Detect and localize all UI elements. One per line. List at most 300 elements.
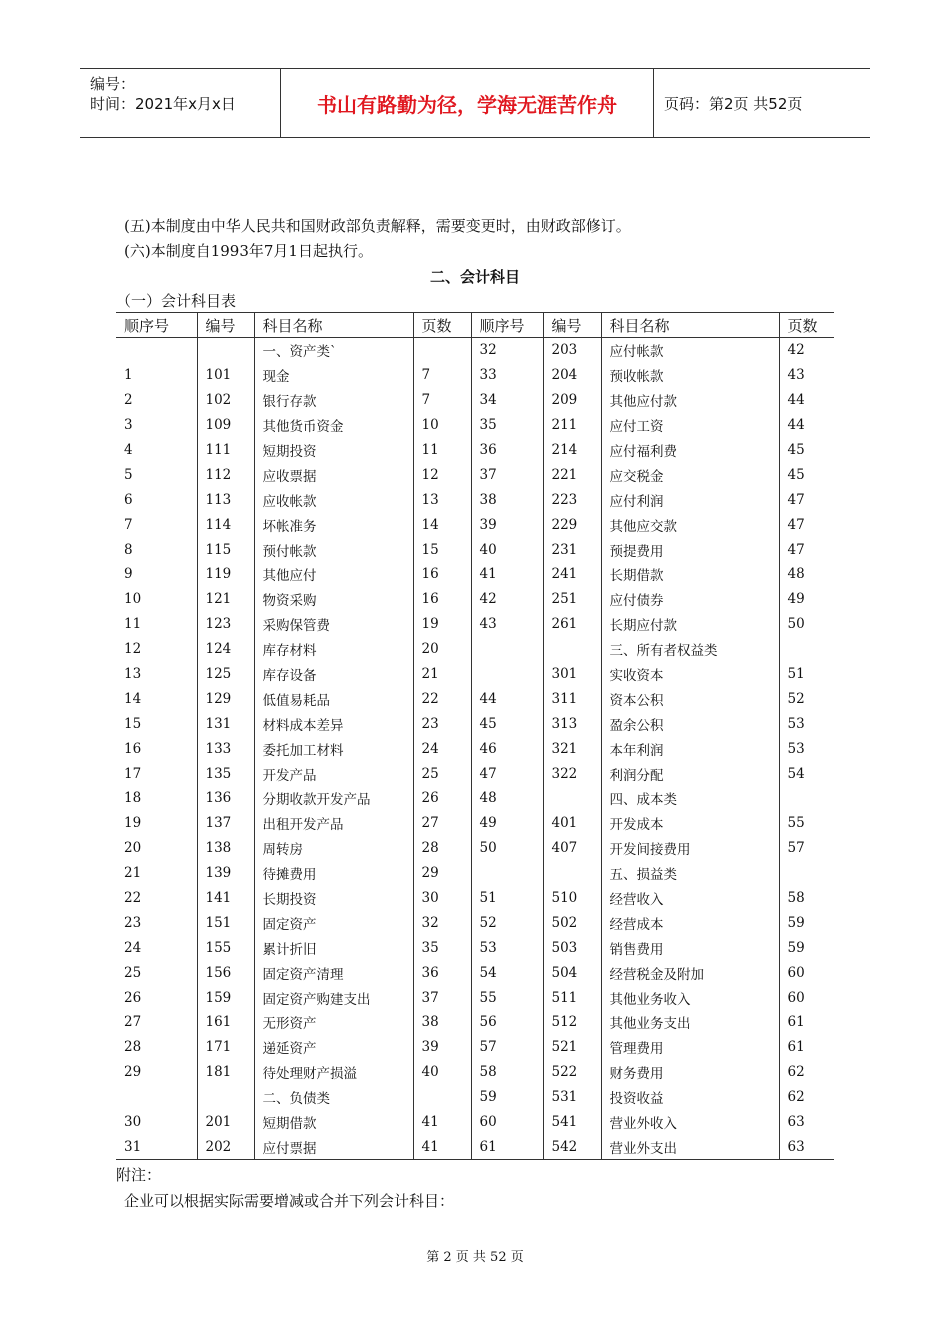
cell-name: 预付帐款 (254, 537, 413, 562)
cell-seq (116, 1085, 197, 1110)
cell-code: 102 (197, 388, 254, 413)
table-row (116, 438, 834, 463)
cell-seq-2: 58 (471, 1060, 543, 1085)
cell-code-2 (543, 637, 601, 662)
cell-seq-2: 32 (471, 338, 543, 363)
cell-name-2: 实收资本 (601, 662, 779, 687)
cell-page-2: 51 (779, 662, 834, 687)
col-header-page-2: 页数 (779, 313, 834, 338)
cell-name: 物资采购 (254, 587, 413, 612)
cell-name-2: 应付工资 (601, 413, 779, 438)
cell-name: 二、负债类 (254, 1085, 413, 1110)
cell-seq-2: 46 (471, 736, 543, 761)
cell-code (197, 1085, 254, 1110)
cell-name: 坏帐准务 (254, 512, 413, 537)
cell-seq: 20 (124, 840, 142, 857)
cell-page-2: 53 (779, 711, 834, 736)
cell-page-2 (779, 861, 834, 886)
cell-name: 固定资产 (254, 910, 413, 935)
cell-page-2: 54 (779, 761, 834, 786)
cell-code-2: 503 (543, 935, 601, 960)
table-row (116, 587, 834, 612)
cell-page-2: 63 (779, 1135, 834, 1160)
cell-code-2: 407 (543, 836, 601, 861)
cell-code: 135 (197, 761, 254, 786)
table-row (116, 861, 834, 886)
table-row (116, 761, 834, 786)
cell-name: 库存材料 (254, 637, 413, 662)
subsection-title: （一）会计科目表 (116, 292, 237, 310)
cell-code: 137 (197, 811, 254, 836)
cell-name-2: 其他业务支出 (601, 1010, 779, 1035)
cell-code-2: 502 (543, 910, 601, 935)
cell-seq-2: 36 (471, 438, 543, 463)
cell-name: 银行存款 (254, 388, 413, 413)
cell-code: 115 (197, 537, 254, 562)
cell-name-2: 营业外支出 (601, 1135, 779, 1160)
cell-name-2: 预提费用 (601, 537, 779, 562)
col-header-page: 页数 (413, 313, 471, 338)
cell-page: 16 (413, 587, 471, 612)
cell-page-2: 61 (779, 1035, 834, 1060)
cell-name: 其他货币资金 (254, 413, 413, 438)
cell-code: 156 (197, 960, 254, 985)
table-row (116, 935, 834, 960)
cell-page: 38 (413, 1010, 471, 1035)
cell-seq-2: 59 (471, 1085, 543, 1110)
cell-page: 10 (413, 413, 471, 438)
cell-name: 长期投资 (254, 886, 413, 911)
cell-code: 111 (197, 438, 254, 463)
table-row (116, 562, 834, 587)
cell-name-2: 经营成本 (601, 910, 779, 935)
cell-code-2: 301 (543, 662, 601, 687)
cell-code: 155 (197, 935, 254, 960)
cell-name-2: 营业外收入 (601, 1110, 779, 1135)
cell-seq-2: 37 (471, 462, 543, 487)
col-header-name: 科目名称 (254, 313, 413, 338)
cell-code-2 (543, 786, 601, 811)
cell-seq: 27 (124, 1014, 142, 1031)
table-row (116, 537, 834, 562)
cell-page-2: 60 (779, 960, 834, 985)
cell-code: 201 (197, 1110, 254, 1135)
cell-page: 24 (413, 736, 471, 761)
cell-page-2: 47 (779, 487, 834, 512)
cell-page-2: 47 (779, 512, 834, 537)
table-row (116, 1110, 834, 1135)
cell-name-2: 应交税金 (601, 462, 779, 487)
cell-seq-2 (471, 637, 543, 662)
cell-page-2: 55 (779, 811, 834, 836)
table-row (116, 1085, 834, 1110)
doc-time-label: 时间：2021年x月x日 (90, 95, 236, 113)
cell-seq-2: 38 (471, 487, 543, 512)
cell-seq-2: 54 (471, 960, 543, 985)
cell-page-2: 47 (779, 537, 834, 562)
cell-seq-2: 52 (471, 910, 543, 935)
cell-seq-2: 51 (471, 886, 543, 911)
cell-code: 141 (197, 886, 254, 911)
cell-code (197, 338, 254, 363)
page-header (80, 68, 870, 138)
cell-seq-2: 34 (471, 388, 543, 413)
cell-page-2: 45 (779, 462, 834, 487)
cell-code-2: 221 (543, 462, 601, 487)
cell-code: 161 (197, 1010, 254, 1035)
cell-page-2: 53 (779, 736, 834, 761)
cell-seq: 26 (124, 989, 142, 1006)
cell-code-2: 504 (543, 960, 601, 985)
cell-name-2: 应付帐款 (601, 338, 779, 363)
cell-seq: 6 (124, 491, 133, 508)
cell-code-2: 531 (543, 1085, 601, 1110)
cell-name: 待处理财产损溢 (254, 1060, 413, 1085)
cell-name-2: 本年利润 (601, 736, 779, 761)
cell-page-2: 44 (779, 413, 834, 438)
cell-name-2: 财务费用 (601, 1060, 779, 1085)
table-row (116, 1135, 834, 1160)
cell-page-2: 62 (779, 1085, 834, 1110)
cell-name-2: 应付福利费 (601, 438, 779, 463)
cell-name: 待摊费用 (254, 861, 413, 886)
table-row (116, 886, 834, 911)
cell-page: 35 (413, 935, 471, 960)
cell-code-2: 511 (543, 985, 601, 1010)
cell-name: 递延资产 (254, 1035, 413, 1060)
cell-seq: 10 (124, 591, 142, 608)
table-body (116, 338, 834, 1160)
table-header-row (116, 313, 834, 338)
cell-code-2: 521 (543, 1035, 601, 1060)
cell-name-2: 盈余公积 (601, 711, 779, 736)
cell-seq: 13 (124, 666, 142, 683)
cell-seq: 31 (116, 1135, 197, 1160)
cell-code-2: 251 (543, 587, 601, 612)
table-row (116, 836, 834, 861)
cell-code-2: 542 (543, 1135, 601, 1160)
cell-seq-2: 42 (471, 587, 543, 612)
doc-number-label: 编号： (90, 75, 136, 93)
cell-seq: 17 (124, 765, 142, 782)
cell-page: 36 (413, 960, 471, 985)
cell-page-2: 57 (779, 836, 834, 861)
cell-page: 21 (413, 662, 471, 687)
cell-seq: 25 (124, 964, 142, 981)
cell-page-2: 43 (779, 363, 834, 388)
cell-name-2: 投资收益 (601, 1085, 779, 1110)
cell-name: 其他应付 (254, 562, 413, 587)
cell-name-2: 长期应付款 (601, 612, 779, 637)
cell-seq: 29 (124, 1064, 142, 1081)
col-header-seq: 顺序号 (116, 313, 197, 338)
cell-page (413, 1085, 471, 1110)
paragraph-6: (六)本制度自1993年7月1日起执行。 (124, 242, 373, 260)
cell-name-2: 其他应付款 (601, 388, 779, 413)
cell-seq-2: 50 (471, 836, 543, 861)
cell-page: 40 (413, 1060, 471, 1085)
cell-code-2: 322 (543, 761, 601, 786)
table-row (116, 388, 834, 413)
cell-name-2: 销售费用 (601, 935, 779, 960)
cell-name: 周转房 (254, 836, 413, 861)
cell-page-2: 62 (779, 1060, 834, 1085)
cell-code: 121 (197, 587, 254, 612)
cell-name-2: 经营收入 (601, 886, 779, 911)
cell-name-2: 应付利润 (601, 487, 779, 512)
cell-name: 开发产品 (254, 761, 413, 786)
cell-name-2: 三、所有者权益类 (601, 637, 779, 662)
cell-seq: 28 (124, 1039, 142, 1056)
cell-page-2 (779, 786, 834, 811)
table-row (116, 1060, 834, 1085)
cell-code-2: 241 (543, 562, 601, 587)
cell-code: 181 (197, 1060, 254, 1085)
table-row (116, 985, 834, 1010)
cell-page-2: 59 (779, 935, 834, 960)
table-row (116, 686, 834, 711)
cell-code: 171 (197, 1035, 254, 1060)
cell-seq-2: 33 (471, 363, 543, 388)
cell-seq-2: 39 (471, 512, 543, 537)
cell-page: 25 (413, 761, 471, 786)
cell-page: 29 (413, 861, 471, 886)
cell-code-2: 510 (543, 886, 601, 911)
cell-name: 委托加工材料 (254, 736, 413, 761)
cell-seq-2 (471, 861, 543, 886)
cell-code-2: 512 (543, 1010, 601, 1035)
cell-name: 现金 (254, 363, 413, 388)
col-header-code: 编号 (197, 313, 254, 338)
cell-seq-2: 49 (471, 811, 543, 836)
cell-seq: 2 (124, 392, 133, 409)
cell-name-2: 长期借款 (601, 562, 779, 587)
cell-code: 131 (197, 711, 254, 736)
cell-seq: 21 (124, 865, 142, 882)
cell-code: 114 (197, 512, 254, 537)
cell-page-2 (779, 637, 834, 662)
cell-name: 出租开发产品 (254, 811, 413, 836)
cell-seq: 3 (124, 417, 133, 434)
cell-code-2: 522 (543, 1060, 601, 1085)
table-row (116, 786, 834, 811)
cell-name: 应收帐款 (254, 487, 413, 512)
cell-name: 固定资产清理 (254, 960, 413, 985)
cell-name: 短期投资 (254, 438, 413, 463)
cell-code-2: 204 (543, 363, 601, 388)
cell-code-2: 231 (543, 537, 601, 562)
table-row (116, 960, 834, 985)
cell-code-2: 261 (543, 612, 601, 637)
cell-page: 32 (413, 910, 471, 935)
cell-seq (116, 338, 197, 363)
cell-code: 138 (197, 836, 254, 861)
cell-page-2: 52 (779, 686, 834, 711)
cell-name-2: 其他应交款 (601, 512, 779, 537)
header-page-number: 页码：第2页 共52页 (664, 94, 803, 113)
cell-code: 112 (197, 462, 254, 487)
cell-page: 41 (413, 1135, 471, 1160)
cell-code-2: 209 (543, 388, 601, 413)
cell-page: 7 (413, 363, 471, 388)
account-table (116, 312, 834, 1160)
cell-code-2: 203 (543, 338, 601, 363)
cell-code: 123 (197, 612, 254, 637)
cell-page: 37 (413, 985, 471, 1010)
cell-seq-2: 57 (471, 1035, 543, 1060)
cell-name: 无形资产 (254, 1010, 413, 1035)
cell-seq: 11 (124, 616, 142, 633)
col-header-name-2: 科目名称 (601, 313, 779, 338)
cell-page: 7 (413, 388, 471, 413)
cell-seq: 1 (124, 367, 133, 384)
cell-code: 202 (197, 1135, 254, 1160)
cell-seq-2: 41 (471, 562, 543, 587)
cell-page: 22 (413, 686, 471, 711)
cell-seq: 4 (124, 442, 133, 458)
col-header-seq-2: 顺序号 (471, 313, 543, 338)
cell-name-2: 预收帐款 (601, 363, 779, 388)
header-meta (80, 69, 281, 137)
cell-name: 累计折旧 (254, 935, 413, 960)
col-header-code-2: 编号 (543, 313, 601, 338)
cell-page: 16 (413, 562, 471, 587)
table-row (116, 910, 834, 935)
cell-name: 分期收款开发产品 (254, 786, 413, 811)
table-row (116, 1035, 834, 1060)
cell-code-2: 214 (543, 438, 601, 463)
cell-page: 11 (413, 438, 471, 463)
cell-code: 159 (197, 985, 254, 1010)
table-row (116, 487, 834, 512)
table-row (116, 736, 834, 761)
cell-name-2: 开发间接费用 (601, 836, 779, 861)
cell-code-2: 223 (543, 487, 601, 512)
cell-page-2: 42 (779, 338, 834, 363)
page-footer: 第 2 页 共 52 页 (426, 1250, 524, 1265)
cell-seq-2: 47 (471, 761, 543, 786)
cell-page-2: 44 (779, 388, 834, 413)
cell-page-2: 48 (779, 562, 834, 587)
cell-seq: 8 (124, 541, 133, 558)
cell-seq: 9 (124, 566, 133, 583)
cell-code: 119 (197, 562, 254, 587)
cell-name: 应付票据 (254, 1135, 413, 1160)
cell-seq-2: 35 (471, 413, 543, 438)
cell-name-2: 经营税金及附加 (601, 960, 779, 985)
cell-seq: 15 (124, 715, 142, 732)
section-title: 二、会计科目 (429, 268, 520, 286)
cell-page: 26 (413, 786, 471, 811)
cell-page: 30 (413, 886, 471, 911)
cell-code-2: 401 (543, 811, 601, 836)
cell-seq: 18 (124, 790, 142, 807)
cell-page: 28 (413, 836, 471, 861)
cell-seq-2: 44 (471, 686, 543, 711)
cell-seq: 22 (124, 890, 142, 907)
cell-seq-2: 43 (471, 612, 543, 637)
cell-code: 151 (197, 910, 254, 935)
cell-page: 14 (413, 512, 471, 537)
cell-name-2: 应付债券 (601, 587, 779, 612)
header-slogan: 书山有路勤为径，学海无涯苦作舟 (281, 69, 654, 137)
cell-code: 113 (197, 487, 254, 512)
cell-seq-2: 55 (471, 985, 543, 1010)
cell-page-2: 49 (779, 587, 834, 612)
paragraph-5: (五)本制度由中华人民共和国财政部负责解释，需要变更时，由财政部修订。 (124, 217, 631, 235)
table-row (116, 1010, 834, 1035)
table-row (116, 413, 834, 438)
cell-page: 19 (413, 612, 471, 637)
cell-seq-2: 60 (471, 1110, 543, 1135)
cell-page: 15 (413, 537, 471, 562)
cell-name: 材料成本差异 (254, 711, 413, 736)
cell-code-2: 321 (543, 736, 601, 761)
cell-seq-2: 45 (471, 711, 543, 736)
cell-page-2: 58 (779, 886, 834, 911)
cell-code: 124 (197, 637, 254, 662)
cell-name-2: 其他业务收入 (601, 985, 779, 1010)
table-row (116, 711, 834, 736)
cell-name-2: 利润分配 (601, 761, 779, 786)
cell-code-2: 311 (543, 686, 601, 711)
table-row (116, 363, 834, 388)
cell-code: 125 (197, 662, 254, 687)
cell-page-2: 60 (779, 985, 834, 1010)
cell-page-2: 61 (779, 1010, 834, 1035)
cell-seq: 19 (124, 815, 142, 832)
cell-seq-2: 53 (471, 935, 543, 960)
cell-code-2: 229 (543, 512, 601, 537)
cell-page-2: 59 (779, 910, 834, 935)
cell-name: 库存设备 (254, 662, 413, 687)
cell-code: 129 (197, 686, 254, 711)
cell-name: 短期借款 (254, 1110, 413, 1135)
cell-seq: 14 (124, 690, 142, 707)
cell-seq: 24 (124, 939, 142, 956)
cell-seq-2: 48 (471, 786, 543, 811)
cell-code: 109 (197, 413, 254, 438)
cell-name-2: 管理费用 (601, 1035, 779, 1060)
cell-page: 12 (413, 462, 471, 487)
note-label: 附注： (116, 1166, 162, 1184)
cell-page-2: 50 (779, 612, 834, 637)
cell-seq: 16 (124, 740, 142, 757)
cell-code: 133 (197, 736, 254, 761)
table-row (116, 811, 834, 836)
table-row (116, 662, 834, 687)
cell-name-2: 开发成本 (601, 811, 779, 836)
cell-code: 101 (197, 363, 254, 388)
table-row (116, 338, 834, 363)
cell-seq: 12 (124, 641, 142, 658)
cell-page-2: 63 (779, 1110, 834, 1135)
cell-page-2: 45 (779, 438, 834, 463)
cell-page: 39 (413, 1035, 471, 1060)
cell-seq: 7 (124, 516, 133, 533)
cell-seq: 5 (124, 466, 133, 483)
cell-seq-2: 40 (471, 537, 543, 562)
cell-page: 20 (413, 637, 471, 662)
cell-name-2: 四、成本类 (601, 786, 779, 811)
cell-code: 136 (197, 786, 254, 811)
cell-page: 23 (413, 711, 471, 736)
cell-name: 采购保管费 (254, 612, 413, 637)
cell-page: 27 (413, 811, 471, 836)
cell-code-2 (543, 861, 601, 886)
table-row (116, 462, 834, 487)
table-row (116, 512, 834, 537)
